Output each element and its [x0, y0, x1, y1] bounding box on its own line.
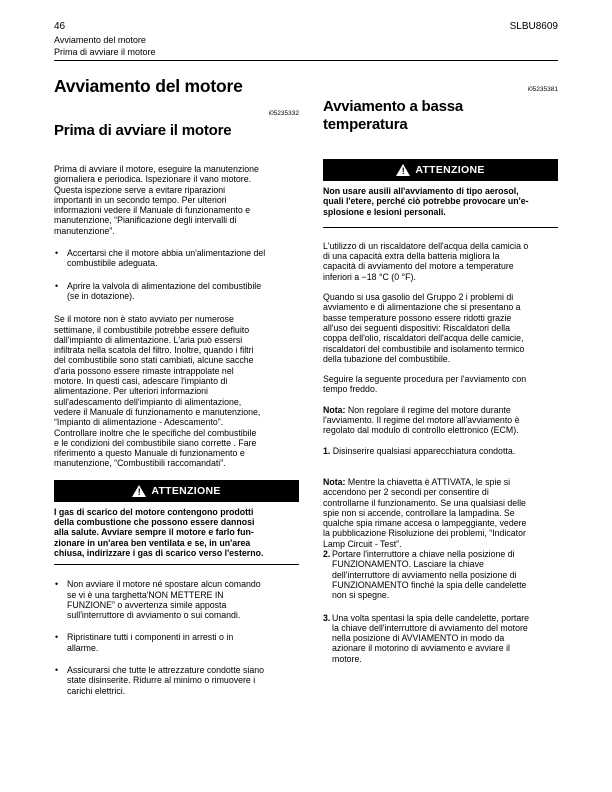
reference-id: i05235381: [527, 86, 558, 93]
header-rule: [54, 60, 558, 61]
paragraph-procedure-intro: Seguire la seguente procedura per l'avviamento con tempo freddo.: [323, 374, 527, 395]
page-number: 46: [54, 21, 66, 32]
running-header-section: Prima di avviare il motore: [54, 47, 156, 57]
paragraph-priming: Se il motore non è stato avviato per numerose settimane, il combustibile potrebbe essere defluito dall'impianto di alimentazione. L'aria può essersi infiltrata nella scatola del filtro. Inoltre, quando i filtri del combustibile sono stati cambiati, alcune sacche d'aria possono essere rimaste intrappolate nel motore. In questi casi, adescare l'impianto di alimentazione. Per ulteriori informazioni sull'adescamento dell'impianto di alimentazione, vedere il Manuale di funzionamento e manutenzione, “Impianto di alimentazione - Adescamento”. Controllare inoltre che le specifiche del combustibile e le condizioni del combustibile siano corrette . Fare riferimento a questo Manuale di funzionamento e manutenzione, “Combustibili raccomandati”.: [54, 314, 261, 469]
note-label: Nota:: [323, 404, 346, 415]
reference-id: i05235332: [268, 110, 299, 117]
bullet-item: • Ripristinare tutti i componenti in arresti o in allarme.: [55, 632, 234, 653]
paragraph-group2-fuel: Quando si usa gasolio del Gruppo 2 i problemi di avviamento e di alimentazione che si presentano a basse temperature possono essere ridotti grazie all'uso dei seguenti dispositivi: Riscaldatori della coppa dell'olio, riscaldatori dell'acqua delle camicie, riscaldatori del combustibile and isolamento termico della tubazione del combustibile.: [323, 292, 525, 364]
section-title: Prima di avviare il motore: [54, 122, 232, 139]
bullet-item: • Accertarsi che il motore abbia un'alimentazione del combustibile adeguata.: [55, 248, 266, 269]
warning-box-exhaust: [54, 480, 299, 565]
warning-banner: [323, 159, 558, 181]
step-number: 1.: [323, 445, 331, 456]
paragraph-heaters: L'utilizzo di un riscaldatore dell'acqua della camicia o di una capacità extra della batteria migliora la capacità di avviamento del motore a temperature inferiori a −18 °C (0 °F).: [323, 240, 529, 282]
step-number: 3.: [323, 612, 331, 623]
section-title: Avviamento a bassa temperatura: [323, 98, 464, 133]
step-number: 2.: [323, 549, 331, 560]
document-code: SLBU8609: [509, 21, 558, 32]
running-header-chapter: Avviamento del motore: [54, 35, 146, 45]
warning-text: Non usare ausili all'avviamento di tipo aerosol, quali l'etere, perché ciò potrebbe provocare un'e- splosione e lesioni personali.: [323, 186, 529, 217]
bullet-item: • Assicurarsi che tutte le attrezzature condotte siano state disinserite. Ridurre al minimo o rimuovere i carichi elettrici.: [55, 664, 265, 696]
warning-banner: [54, 480, 299, 502]
step-3: 3. Una volta spentasi la spia delle candelette, portare la chiave dell'interruttore di avviamento del motore nella posizione di AVVIAMENTO in modo da azionare il motorino di avviamento e avviare il motore.: [323, 612, 530, 664]
note-engine-speed: Nota: Non regolare il regime del motore durante l'avviamento. Il regime del motore all'avviamento è regolato dal modulo di controllo elettronico (ECM).: [323, 404, 520, 436]
warning-triangle-icon: [396, 164, 410, 176]
left-column: [54, 76, 299, 696]
bullet-item: • Aprire la valvola di alimentazione del combustibile (se in dotazione).: [55, 280, 262, 301]
warning-triangle-icon: [132, 485, 146, 497]
intro-paragraph: Prima di avviare il motore, eseguire la manutenzione giornaliera e periodica. Ispezionare il vano motore. Questa ispezione serve a evitare riparazioni importanti in un secondo tempo. Per ulteriori informazioni vedere il Manuale di funzionamento e manutenzione, “Pianificazione degli intervalli di manutenzione”.: [54, 164, 259, 236]
warning-label: ATTENZIONE: [151, 484, 221, 497]
step-2: 2. Portare l'interruttore a chiave nella posizione di FUNZIONAMENTO. Lasciare la chiave dell'interruttore di avviamento nella posizione di FUNZIONAMENTO finché la spia delle candelette non si spegne.: [323, 549, 527, 601]
warning-label: ATTENZIONE: [415, 164, 485, 176]
note-label: Nota:: [323, 476, 346, 487]
warning-box-aerosol: [323, 159, 558, 228]
step-1: 1. Disinserire qualsiasi apparecchiatura condotta.: [323, 445, 516, 456]
right-column: [323, 86, 558, 664]
note-indicator-lamps: Nota: Mentre la chiavetta è ATTIVATA, le spie si accendono per 2 secondi per consentire di controllarne il funzionamento. Se una qualsiasi delle spie non si accende, controllare la lampadina. Se qualche spia rimane accesa o lampeggiante, vedere la pubblicazione Risoluzione dei problemi, “Indicator Lamp Circuit - Test”.: [323, 476, 527, 549]
warning-text: I gas di scarico del motore contengono prodotti della combustione che possono essere dannosi alla salute. Avviare sempre il motore e farlo fun- zionare in un'area ben ventilata e se, in un'area chiusa, indirizzare i gas di scarico verso l'esterno.: [54, 506, 264, 558]
page-title: Avviamento del motore: [54, 76, 243, 96]
bullet-item: • Non avviare il motore né spostare alcun comando se vi è una targhetta'NON METTERE IN FUNZIONE” o avvertenza simile apposta sull'interruttore di avviamento o sui comandi.: [55, 579, 261, 621]
